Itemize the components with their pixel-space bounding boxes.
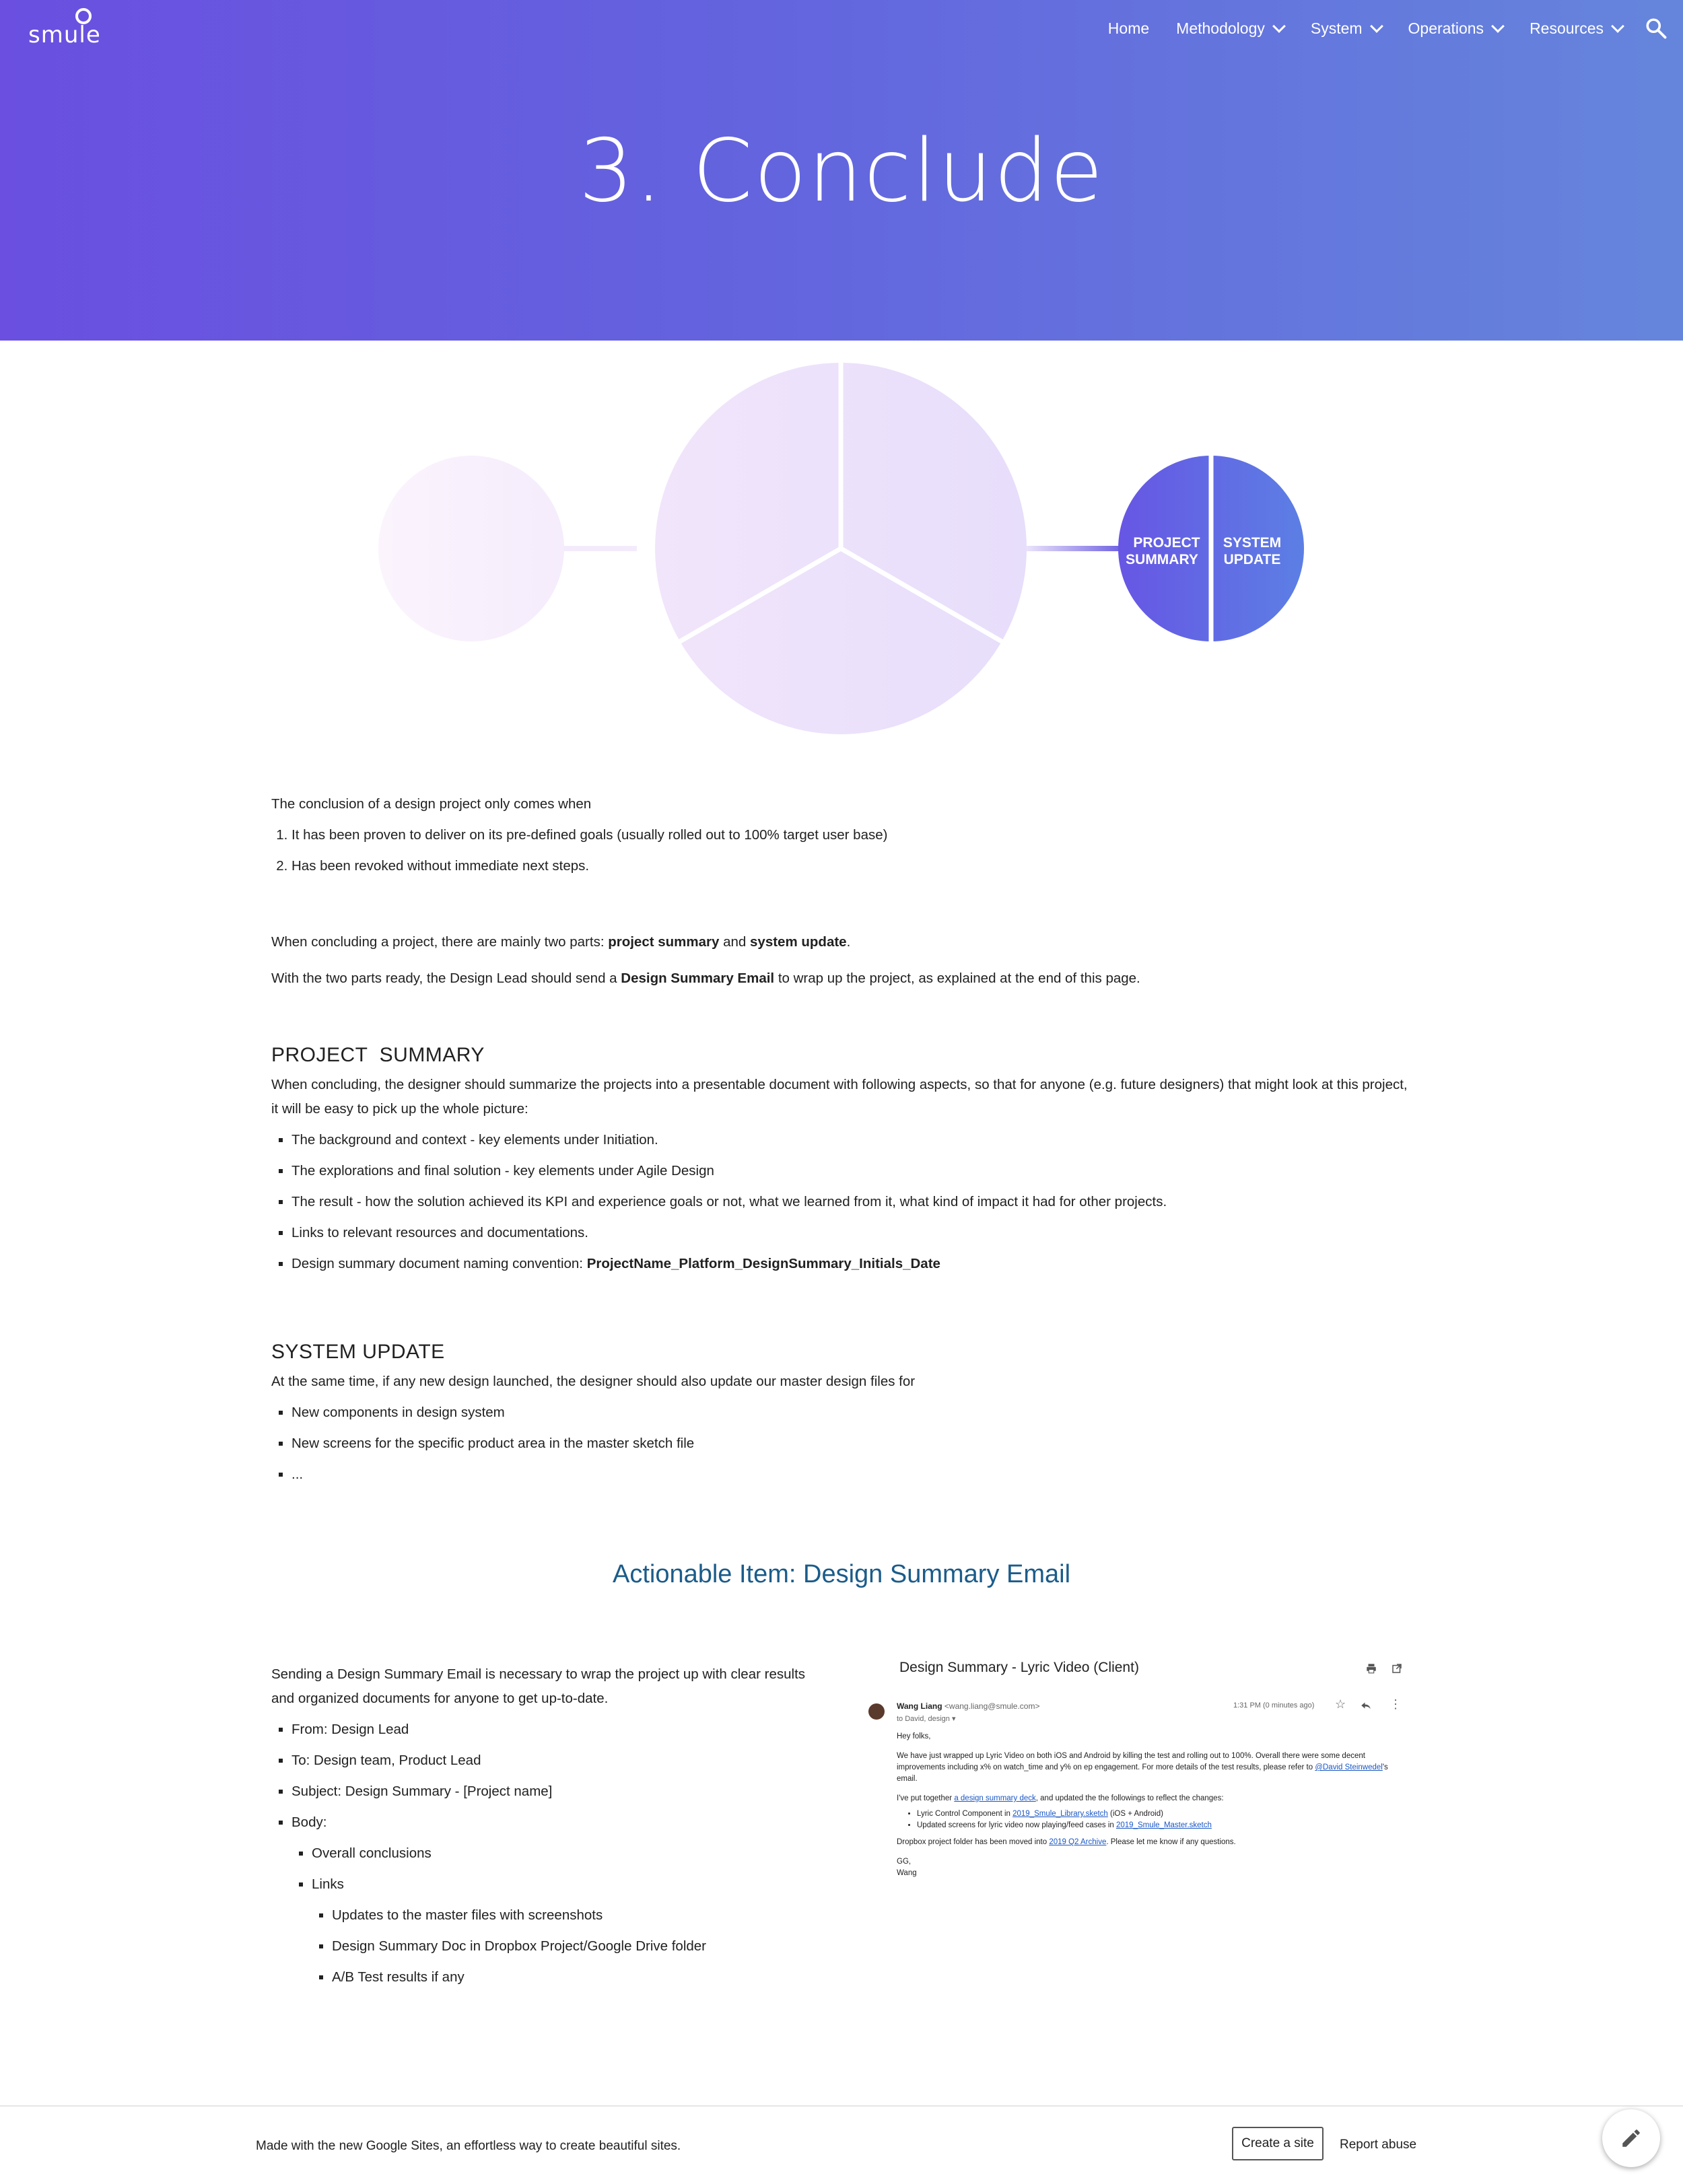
email-bullets bbox=[897, 1808, 1408, 1831]
text: and bbox=[719, 934, 751, 950]
project-summary-paragraph: When concluding, the designer should summarize the projects into a presentable document with following aspects, so that for anyone (e.g. future designers) that might look at this project, it will be easy to pick up the whole picture: bbox=[271, 1077, 1408, 1117]
list-item: ▪ New components in design system bbox=[291, 1401, 1416, 1425]
chevron-down-icon bbox=[1611, 20, 1624, 33]
nav-system[interactable] bbox=[1311, 20, 1381, 38]
list-item bbox=[291, 1810, 810, 1989]
print-icon bbox=[1365, 1662, 1377, 1675]
text: Lyric Control Component in bbox=[917, 1810, 1013, 1818]
email-recipients bbox=[897, 1714, 955, 1723]
email-paragraph-1 bbox=[897, 1751, 1408, 1785]
text: Dropbox project folder has been moved into bbox=[897, 1838, 1050, 1846]
system-update-section bbox=[271, 1340, 1416, 1493]
body-label: Body: bbox=[291, 1815, 327, 1830]
system-update-heading: SYSTEM UPDATE bbox=[271, 1341, 445, 1363]
chevron-down-icon bbox=[1370, 20, 1383, 33]
edit-button[interactable] bbox=[1602, 2109, 1660, 2167]
footer bbox=[0, 2105, 1683, 2184]
nav-system-label: System bbox=[1310, 19, 1363, 37]
bold-text: Design Summary Email bbox=[621, 971, 775, 986]
email-paragraph-2 bbox=[897, 1793, 1408, 1804]
pencil-icon bbox=[1620, 2127, 1643, 2150]
open-new-window-icon bbox=[1391, 1662, 1403, 1675]
text: . bbox=[846, 934, 851, 950]
connector-left bbox=[563, 546, 637, 551]
email-body bbox=[897, 1731, 1408, 1879]
list-item bbox=[312, 1872, 810, 1989]
system-update-label-line1: SYSTEM bbox=[1223, 535, 1282, 551]
list-item bbox=[291, 1252, 1416, 1276]
initiation-circle bbox=[378, 456, 564, 641]
list-item: ▪ The explorations and final solution - key elements under Agile Design bbox=[291, 1159, 1416, 1183]
email-link: 2019 Q2 Archive bbox=[1049, 1838, 1107, 1846]
list-item: ▪ The result - how the solution achieved its KPI and experience goals or not, what we learned from it, what kind of impact it had for other projects. bbox=[291, 1190, 1416, 1214]
list-item: 1. It has been proven to deliver on its pre-defined goals (usually rolled out to 100% target user base) bbox=[291, 823, 1416, 847]
list-item: ▪ Updates to the master files with screenshots bbox=[332, 1903, 810, 1928]
more-vert-icon: ⋮ bbox=[1389, 1697, 1402, 1711]
text: . Please let me know if any questions. bbox=[1106, 1838, 1236, 1846]
text: 's email. bbox=[897, 1763, 1388, 1783]
email-sender bbox=[897, 1701, 1039, 1711]
links-list bbox=[312, 1903, 810, 1989]
list-item: ▪ Subject: Design Summary - [Project name] bbox=[291, 1780, 810, 1804]
text: We have just wrapped up Lyric Video on both iOS and Android by killing the test and rolling out to 100%. Overall there were some decent improvements including x% on watch_time and y% on ep engagement. For more details of the test results, please refer to bbox=[897, 1752, 1365, 1771]
system-update-label-line2: UPDATE bbox=[1223, 552, 1281, 567]
system-update-list bbox=[271, 1401, 1416, 1487]
list-item bbox=[917, 1808, 1408, 1820]
create-site-button[interactable]: Create a site bbox=[1232, 2127, 1324, 2160]
body-list bbox=[291, 1841, 810, 1989]
parts-section bbox=[271, 930, 1416, 991]
list-item: ▪ The background and context - key elements under Initiation. bbox=[291, 1128, 1416, 1152]
nav-home[interactable] bbox=[1108, 20, 1149, 38]
email-spec-list bbox=[271, 1718, 810, 1989]
text: When concluding a project, there are mainly two parts: bbox=[271, 934, 609, 950]
naming-value: ProjectName_Platform_DesignSummary_Initials_Date bbox=[586, 1256, 940, 1271]
bold-text: system update bbox=[750, 934, 847, 950]
text: to wrap up the project, as explained at the end of this page. bbox=[774, 971, 1140, 986]
naming-label: Design summary document naming convention: bbox=[291, 1256, 587, 1271]
list-item: ▪ ... bbox=[291, 1463, 1416, 1487]
sender-name: Wang Liang bbox=[897, 1701, 942, 1711]
project-summary-label-line2: SUMMARY bbox=[1126, 552, 1198, 567]
list-item bbox=[917, 1820, 1408, 1831]
chevron-down-icon: ▾ bbox=[951, 1715, 956, 1723]
report-abuse-link[interactable]: Report abuse bbox=[1340, 2138, 1417, 2152]
nav-operations-label: Operations bbox=[1408, 19, 1484, 37]
email-link: a design summary deck bbox=[954, 1794, 1036, 1802]
project-summary-heading: PROJECT SUMMARY bbox=[271, 1044, 485, 1066]
chevron-down-icon bbox=[1272, 20, 1286, 33]
parts-paragraph bbox=[271, 930, 1416, 954]
list-item: ▪ A/B Test results if any bbox=[332, 1965, 810, 1989]
project-summary-section bbox=[271, 1043, 1416, 1283]
intro-paragraph: The conclusion of a design project only comes when bbox=[271, 796, 592, 812]
list-item: ▪ Links to relevant resources and documentations. bbox=[291, 1221, 1416, 1245]
process-diagram bbox=[364, 357, 1319, 740]
email-signoff: GG, bbox=[897, 1858, 912, 1866]
list-item: ▪ New screens for the specific product area in the master sketch file bbox=[291, 1432, 1416, 1456]
system-update-paragraph: At the same time, if any new design launched, the designer should also update our master design files for bbox=[271, 1374, 916, 1389]
logo-text: smule bbox=[28, 22, 101, 48]
conclude-circle bbox=[1118, 454, 1304, 643]
email-example-screenshot bbox=[862, 1656, 1414, 1938]
agile-design-circle bbox=[655, 363, 1027, 734]
email-time: 1:31 PM (0 minutes ago) bbox=[1233, 1701, 1315, 1710]
list-item: ▪ From: Design Lead bbox=[291, 1718, 810, 1742]
intro-section bbox=[271, 792, 1416, 885]
sender-address: <wang.liang@smule.com> bbox=[944, 1701, 1040, 1711]
actionable-item-heading: Actionable Item: Design Summary Email bbox=[612, 1560, 1071, 1588]
nav-home-label: Home bbox=[1107, 19, 1150, 37]
email-link: 2019_Smule_Master.sketch bbox=[1115, 1821, 1212, 1829]
text: , and updated the the followings to reflect the changes: bbox=[1035, 1794, 1224, 1802]
avatar bbox=[868, 1703, 885, 1720]
project-summary-list bbox=[271, 1128, 1416, 1276]
email-spec-paragraph: Sending a Design Summary Email is necessary to wrap the project up with clear results and organized documents for anyone to get up-to-date. bbox=[271, 1666, 806, 1706]
search-icon[interactable] bbox=[1644, 16, 1668, 40]
email-paragraph-3 bbox=[897, 1837, 1408, 1848]
text: With the two parts ready, the Design Lead should send a bbox=[271, 971, 621, 986]
nav-resources[interactable] bbox=[1530, 20, 1622, 38]
page-title: 3. Conclude bbox=[578, 121, 1105, 221]
list-item: ▪ Overall conclusions bbox=[312, 1841, 810, 1866]
email-intro-paragraph bbox=[271, 966, 1416, 991]
text: (iOS + Android) bbox=[1107, 1810, 1163, 1818]
conclusion-conditions-list bbox=[271, 823, 1416, 878]
email-link: 2019_Smule_Library.sketch bbox=[1012, 1810, 1108, 1818]
nav-methodology[interactable] bbox=[1176, 20, 1284, 38]
smule-logo[interactable] bbox=[28, 8, 108, 47]
star-icon: ☆ bbox=[1335, 1697, 1346, 1711]
list-item: ▪ To: Design team, Product Lead bbox=[291, 1749, 810, 1773]
footer-text: Made with the new Google Sites, an effortless way to create beautiful sites. bbox=[256, 2139, 681, 2153]
text: I've put together bbox=[897, 1794, 955, 1802]
text: Updated screens for lyric video now playing/feed cases in bbox=[917, 1821, 1116, 1829]
bold-text: project summary bbox=[608, 934, 720, 950]
chevron-down-icon bbox=[1491, 20, 1505, 33]
email-subject: Design Summary - Lyric Video (Client) bbox=[899, 1660, 1139, 1675]
email-spec-section bbox=[271, 1662, 810, 1996]
email-greeting: Hey folks, bbox=[897, 1732, 931, 1740]
email-link: @David Steinwedel bbox=[1315, 1763, 1383, 1771]
recipients-text: to David, design bbox=[897, 1715, 950, 1723]
connector-right bbox=[1023, 546, 1124, 551]
header-banner bbox=[0, 0, 1683, 341]
links-label: Links bbox=[312, 1876, 344, 1892]
list-item: 2. Has been revoked without immediate next steps. bbox=[291, 854, 1416, 878]
email-signature: Wang bbox=[897, 1869, 917, 1877]
nav-resources-label: Resources bbox=[1530, 19, 1604, 37]
nav-methodology-label: Methodology bbox=[1176, 19, 1265, 37]
project-summary-label-line1: PROJECT bbox=[1133, 535, 1200, 551]
list-item: ▪ Design Summary Doc in Dropbox Project/Google Drive folder bbox=[332, 1934, 810, 1959]
nav-operations[interactable] bbox=[1408, 20, 1503, 38]
reply-icon bbox=[1360, 1699, 1372, 1712]
top-nav bbox=[1108, 15, 1622, 42]
